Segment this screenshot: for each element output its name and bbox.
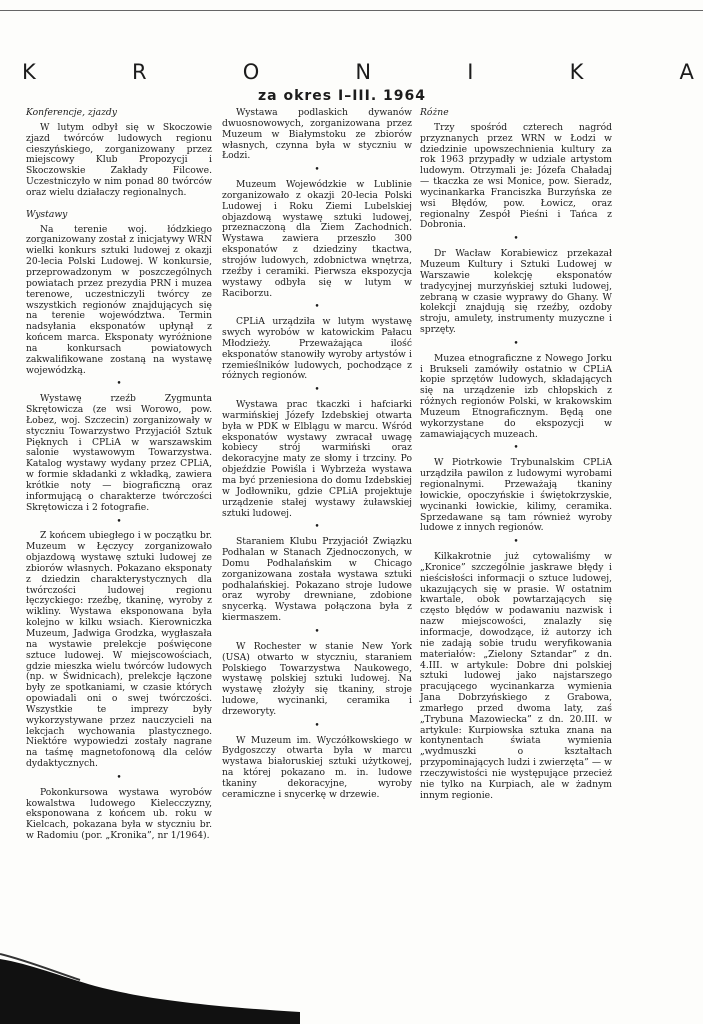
article-paragraph: Dr Wacław Korabiewicz przekazał Muzeum Kultury i Sztuki Ludowej w Warszawie kolekcję eksponatów tradycyjnej murzyńskiej sztuki ludowej, zebraną w czasie wyprawy do Ghany. W kolekcji znajdują się rzeźby, ozdoby stroju, amulety, instrumenty muzyczne i sprzęty. (420, 248, 612, 336)
article-paragraph: W Rochester w stanie New York (USA) otwarto w styczniu, staraniem Polskiego Towarzystwa Naukowego, wystawę polskiej sztuki ludowej. Na wystawę złożyły się tkaniny, stroje ludowe, wycinanki, ceramika i drzeworyty. (222, 640, 412, 717)
article-paragraph: Wystawa prac tkaczki i hafciarki warmińskiej Józefy Izdebskiej otwarta była w PDK w Elblągu w marcu. Wśród eksponatów wystawy zwracał uwagę kobiecy strój warmiński oraz dekoracyjne maty ze słomy i trzciny. Po objeździe Powiśla i Wybrzeża wystawa ma być przeniesiona do domu Izdebskiej w Jodłowniku, gdzie CPLiA projektuje urządzenie stałej wystawy żuławskiej sztuki ludowej. (222, 399, 412, 519)
scan-shadow-corner (0, 894, 300, 1024)
separator-dot: • (314, 165, 320, 176)
separator-dot: • (513, 234, 519, 245)
separator-dot: • (314, 720, 320, 731)
article-paragraph: Muzeum Wojewódzkie w Lublinie zorganizowało z okazji 20-lecia Polski Ludowej i Roku Ziemi Lubelskiej objazdową wystawę sztuki ludowej, przeznaczoną dla Ziem Zachodnich. Wystawa zawiera przeszło 300 eksponatów z dziedziny tkactwa, strojów ludowych, zdobnictwa wnętrza, rzeźby i ceramiki. Pierwsza ekspozycja wystawy odbyła się w lutym w Raciborzu. (222, 179, 412, 299)
header-letter: K (569, 60, 585, 84)
separator-dot: • (513, 537, 519, 548)
period-subtitle: za okres I–III. 1964 (258, 88, 426, 104)
article-paragraph: CPLiA urządziła w lutym wystawę swych wyrobów w katowickim Pałacu Młodzieży. Przeważająca ilość eksponatów stanowiły wyroby artystów i rzemieślników ludowych, pochodzące z różnych regionów. (222, 316, 412, 382)
header-letter: O (242, 60, 261, 84)
header-letter: R (131, 60, 148, 84)
separator-dot: • (513, 443, 519, 454)
article-paragraph: Kilkakrotnie już cytowaliśmy w „Kronice” szczególnie jaskrawe błędy i nieścisłości informacji o sztuce ludowej, ukazujących się w prasie. W ostatnim kwartale, obok powtarzających się często błędów w podawaniu nazwisk i nazw miejscowości, znalazły się informacje, dowodzące, iż autorzy ich nie zadają sobie trudu weryfikowania materiałów: „Zielony Sztandar” z dn. 4.III. w artykule: Dobre dni polskiej sztuki ludowej jako najstarszego pracującego wycinankarza wymienia Jana Dobrzyńskiego z Grabowa, zmarłego przed dwoma laty, zaś „Trybuna Mazowiecka” z dn. 20.III. w artykule: Kurpiowska sztuka znana na kontynentach świata wymienia „wydmuszki o kształtach przypominających ludzi i zwierzęta” — w rzeczywistości nie występujące przecież nie tylko na Kurpiach, ale w żadnym innym regionie. (420, 551, 612, 801)
section-heading: Wystawy (26, 208, 68, 220)
separator-dot: • (116, 772, 122, 783)
article-paragraph: Staraniem Klubu Przyjaciół Związku Podhalan w Stanach Zjednoczonych, w Domu Podhalańskim w Chicago zorganizowana została wystawa sztuki podhalańskiej. Pokazano stroje ludowe oraz wyroby drewniane, zdobione snycerką. Wystawa połączona była z kiermaszem. (222, 536, 412, 624)
separator-dot: • (314, 302, 320, 313)
separator-dot: • (314, 522, 320, 533)
separator-dot: • (314, 385, 320, 396)
article-paragraph: W lutym odbył się w Skoczowie zjazd twórców ludowych regionu cieszyńskiego, zorganizowany przez miejscowy Klub Propozycji i Skoczowskie Zakłady Filcowe. Uczestniczyło w nim ponad 80 twórców oraz wielu działaczy regionalnych. (26, 121, 212, 198)
article-paragraph: Z końcem ubiegłego i w początku br. Muzeum w Łęczycy zorganizowało objazdową wystawę sztuki ludowej ze zbiorów własnych. Pokazano eksponaty z dziedzin charakterystycznych dla twórczości ludowej regionu łęczyckiego: rzeźbę, tkaninę, wyroby z wikliny. Wystawa eksponowana była kolejno w kilku wsiach. Kierowniczka Muzeum, Jadwiga Grodzka, wygłaszała na wystawie prelekcje poświęcone sztuce ludowej. W miejscowościach, gdzie mieszka wielu twórców ludowych (np. w Świdnicach), prelekcje łączone były ze spotkaniami, w czasie których opowiadali oni o swej twórczości. Wszystkie te imprezy były wykorzystywane przez nauczycieli na lekcjach wychowania plastycznego. Niektóre wypowiedzi zostały nagrane na taśmę magnetofonową dla celów dydaktycznych. (26, 530, 212, 770)
article-paragraph: W Piotrkowie Trybunalskim CPLiA urządziła pawilon z ludowymi wyrobami regionalnymi. Przeważają tkaniny łowickie, opoczyńskie i świętokrzyskie, wycinanki łowickie, kilimy, ceramika. Sprzedawane są tam również wyroby ludowe z innych regionów. (420, 457, 612, 534)
article-paragraph: Pokonkursowa wystawa wyrobów kowalstwa ludowego Kielecczyzny, eksponowana z końcem ub. roku w Kielcach, pokazana była w styczniu br. w Radomiu (por. „Kronika”, nr 1/1964). (26, 786, 212, 842)
header-letter: I (467, 60, 475, 84)
article-paragraph: Muzea etnograficzne z Nowego Jorku i Brukseli zamówiły ostatnio w CPLiA kopie sprzętów ludowych, składających się na urządzenie izb chłopskich z różnych regionów Polski, w krakowskim Muzeum Etnograficznym. Będą one wykorzystane do ekspozycji w zamawiających muzeach. (420, 352, 612, 440)
section-heading: Konferencje, zjazdy (26, 107, 117, 118)
article-paragraph: Wystawę rzeźb Zygmunta Skrętowicza (ze wsi Worowo, pow. Łobez, woj. Szczecin) zorganizowały w styczniu Towarzystwo Przyjaciół Sztuk Pięknych i CPLiA w warszawskim salonie wystawowym Towarzystwa. Katalog wystawy wydany przez CPLiA, w formie składanki z wkładką, zawiera krótkie noty — biograficzną oraz informującą o charakterze twórczości Skrętowicza i 2 fotografie. (26, 393, 212, 513)
section-heading: Różne (420, 107, 449, 118)
article-paragraph: Wystawa podlaskich dywanów dwuosnowowych, zorganizowana przez Muzeum w Białymstoku ze zbiorów własnych, czynna była w styczniu w Łodzi. (222, 107, 412, 162)
column-right (420, 108, 612, 801)
article-paragraph: W Muzeum im. Wyczółkowskiego w Bydgoszczy otwarta była w marcu wystawa białoruskiej sztuki użytkowej, na której pokazano m. in. ludowe tkaniny dekoracyjne, wyroby ceramiczne i snycerkę w drzewie. (222, 734, 412, 800)
header-letter: K (22, 60, 37, 84)
header-letter: A (679, 60, 695, 84)
page-header (22, 60, 695, 86)
top-rule (0, 10, 703, 11)
header-letter: N (355, 60, 373, 84)
separator-dot: • (116, 516, 122, 527)
separator-dot: • (513, 338, 519, 349)
separator-dot: • (116, 379, 122, 390)
article-paragraph: Na terenie woj. łódzkiego zorganizowany został z inicjatywy WRN wielki konkurs sztuki ludowej z okazji 20-lecia Polski Ludowej. W konkursie, przeprowadzonym w poszczególnych powiatach przez prezydia PRN i muzea terenowe, uczestniczyli twórcy ze wszystkich regionów znajdujących się na terenie województwa. Termin nadsyłania eksponatów upłynął z końcem marca. Eksponaty wyróżnione na konkursach powiatowych zakwalifikowane zostaną na wystawę wojewódzką. (26, 223, 212, 376)
separator-dot: • (314, 626, 320, 637)
article-paragraph: Trzy spośród czterech nagród przyznanych przez WRN w Łodzi w dziedzinie upowszechnienia kultury za rok 1963 przypadły w udziale artystom ludowym. Otrzymali je: Józefa Chaładaj — tkaczka ze wsi Monice, pow. Sieradz, wycinankarka Franciszka Burzyńska ze wsi Błędów, pow. Łowicz, oraz regionalny Zespół Pieśni i Tańca z Dobronia. (420, 121, 612, 231)
column-middle (222, 108, 412, 801)
column-left (26, 108, 212, 842)
